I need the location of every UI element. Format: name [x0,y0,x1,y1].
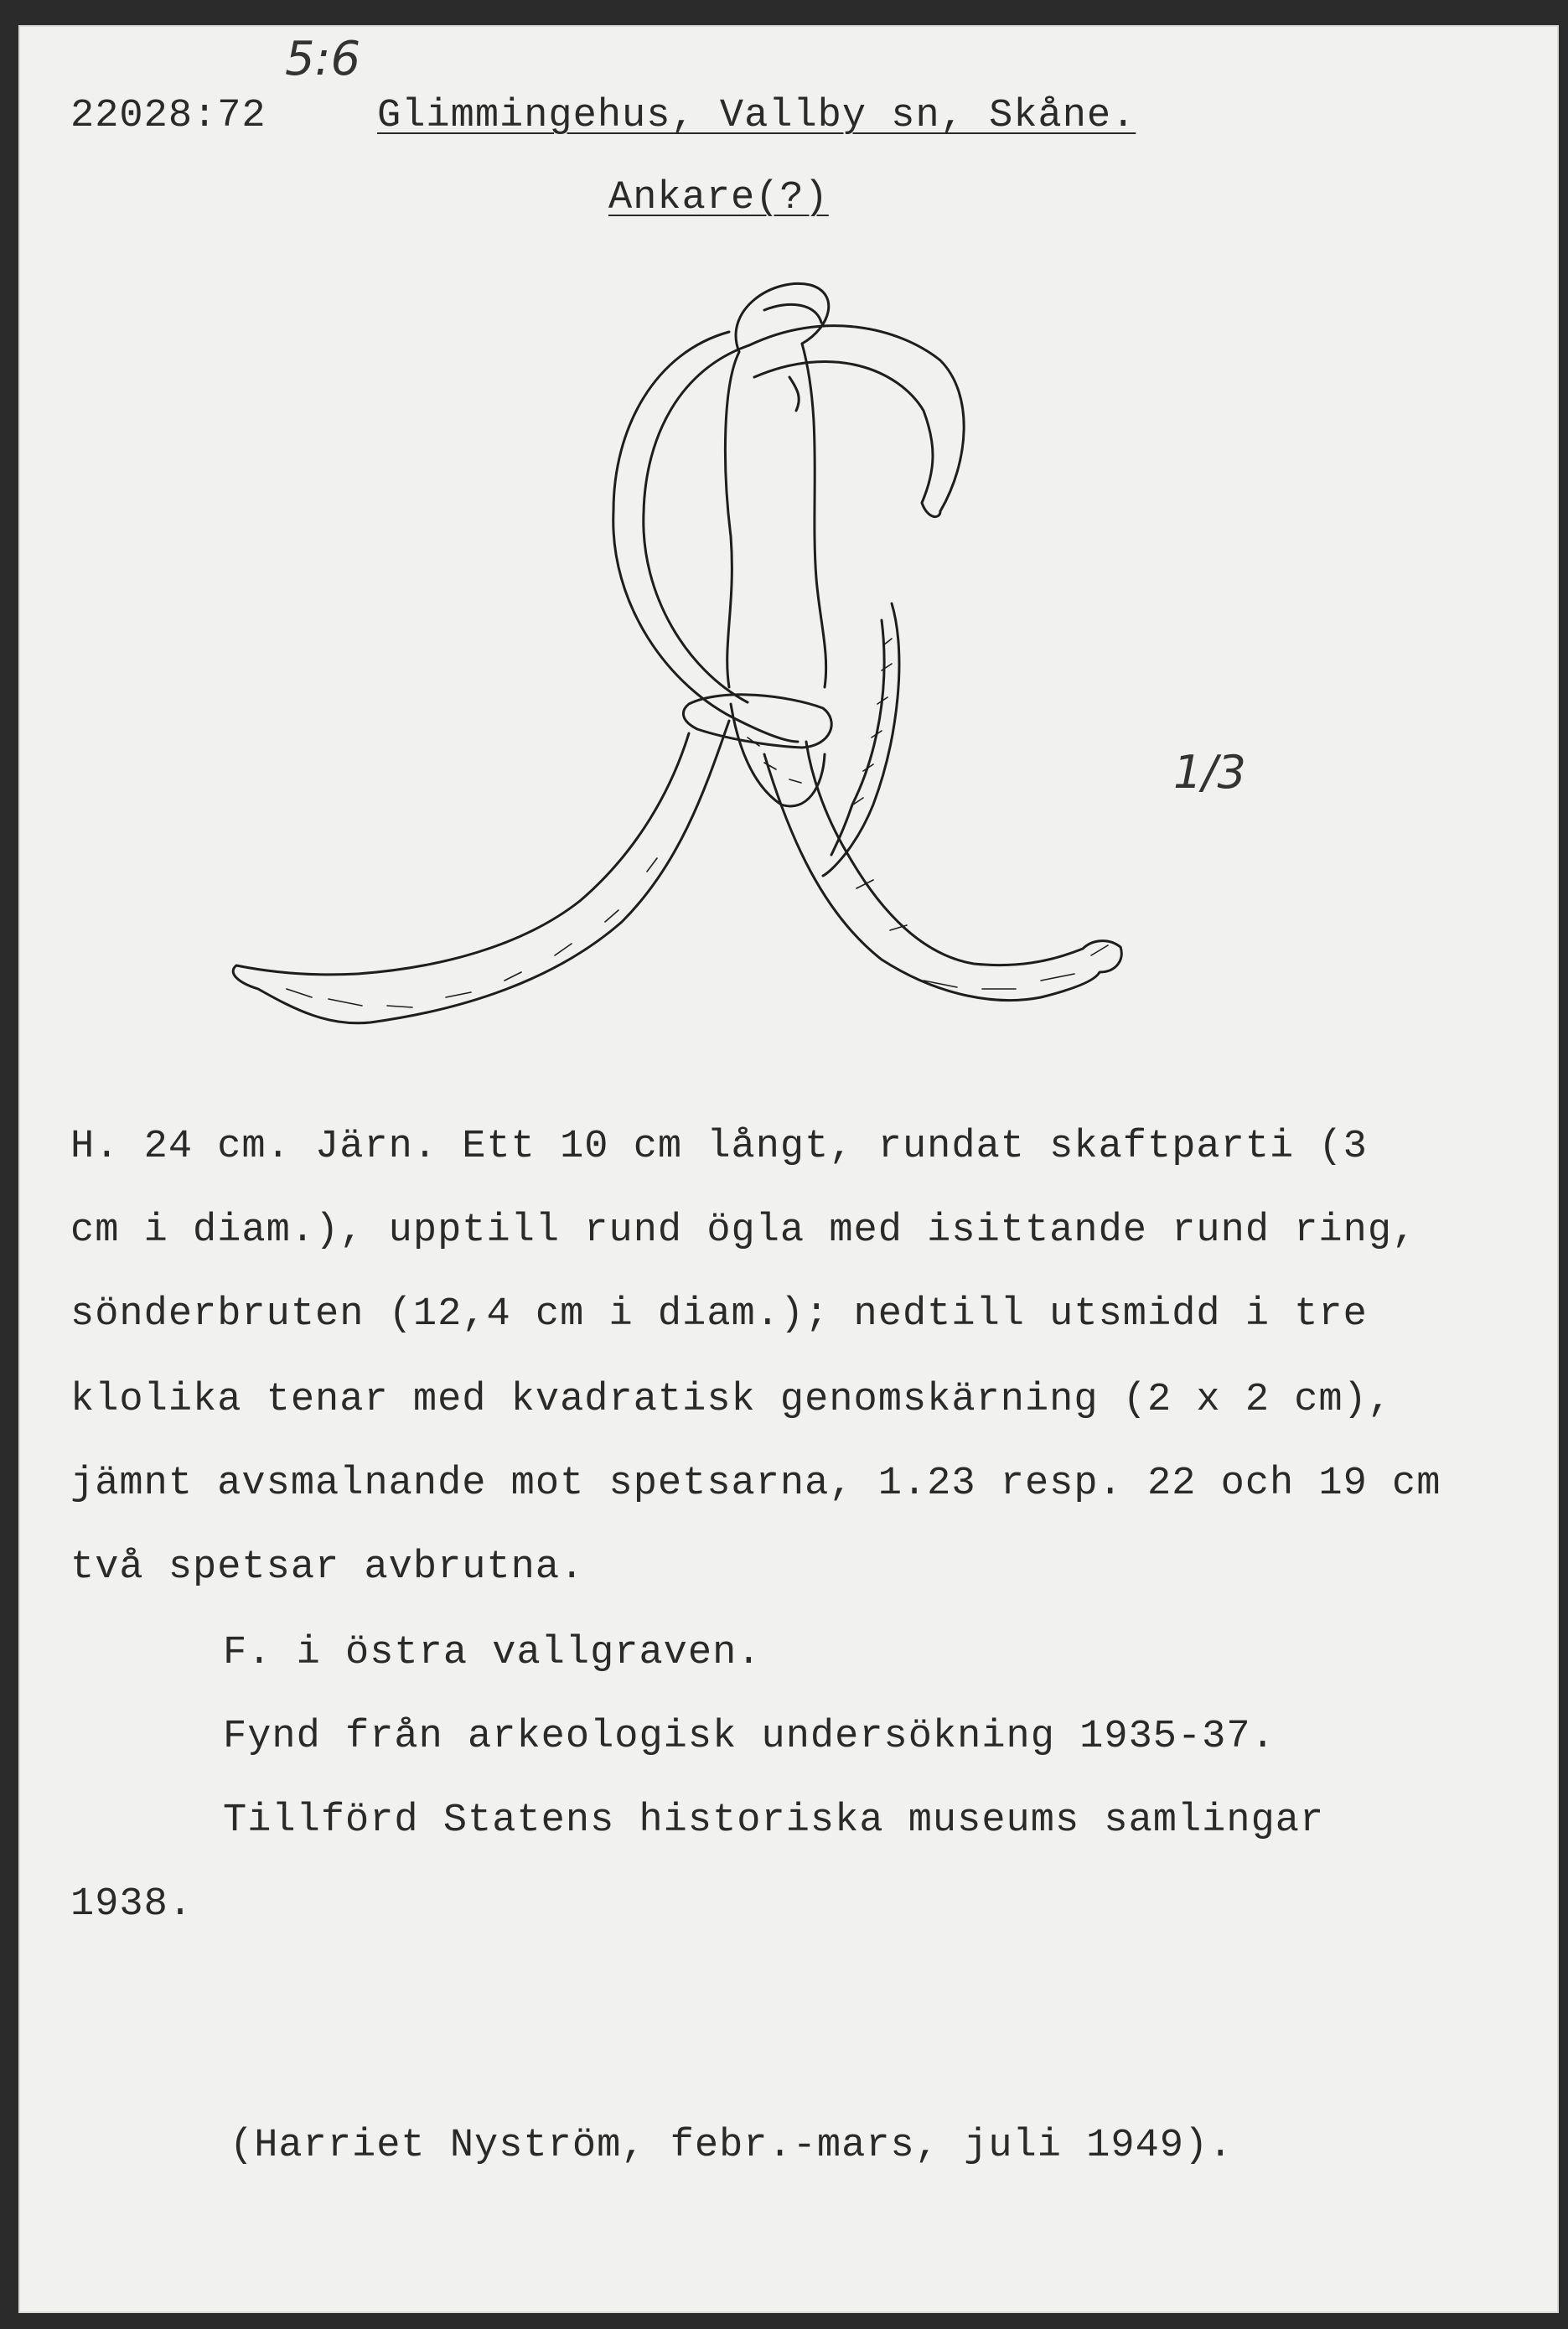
anchor-drawing [186,251,1192,1098]
catalog-card [18,25,1559,2313]
find-origin: Fynd från arkeologisk undersökning 1935-37. [223,1715,1276,1759]
description-line-3: sönderbruten (12,4 cm i diam.); nedtill utsmidd i tre [70,1292,1368,1337]
object-title: Ankare(?) [608,176,829,220]
scale-label: 1/3 [1173,746,1246,799]
anchor-right-arm [764,742,1121,1001]
anchor-ring [613,326,964,742]
description-line-1: H. 24 cm. Järn. Ett 10 cm långt, rundat skaftparti (3 [70,1125,1368,1169]
find-location: Glimmingehus, Vallby sn, Skåne. [377,94,1136,138]
find-place: F. i östra vallgraven. [223,1631,762,1675]
accession-line-1: Tillförd Statens historiska museums samlingar [223,1799,1325,1843]
author-credit: (Harriet Nyström, febr.-mars, juli 1949). [230,2124,1234,2168]
anchor-loop-knot [683,695,831,748]
accession-line-2: 1938. [70,1882,194,1927]
description-line-6: två spetsar avbrutna. [70,1545,585,1590]
anchor-back-arm [823,603,899,876]
anchor-shaft [725,283,828,687]
anchor-left-arm [233,721,729,1023]
anchor-center-prong [731,704,825,806]
catalog-number: 22028:72 [70,94,267,138]
description-line-5: jämnt avsmalnande mot spetsarna, 1.23 resp. 22 och 19 cm [70,1462,1441,1506]
handwritten-reference: 5:6 [285,32,361,86]
description-line-4: klolika tenar med kvadratisk genomskärning (2 x 2 cm), [70,1378,1393,1422]
description-line-2: cm i diam.), upptill rund ögla med isittande rund ring, [70,1208,1417,1253]
